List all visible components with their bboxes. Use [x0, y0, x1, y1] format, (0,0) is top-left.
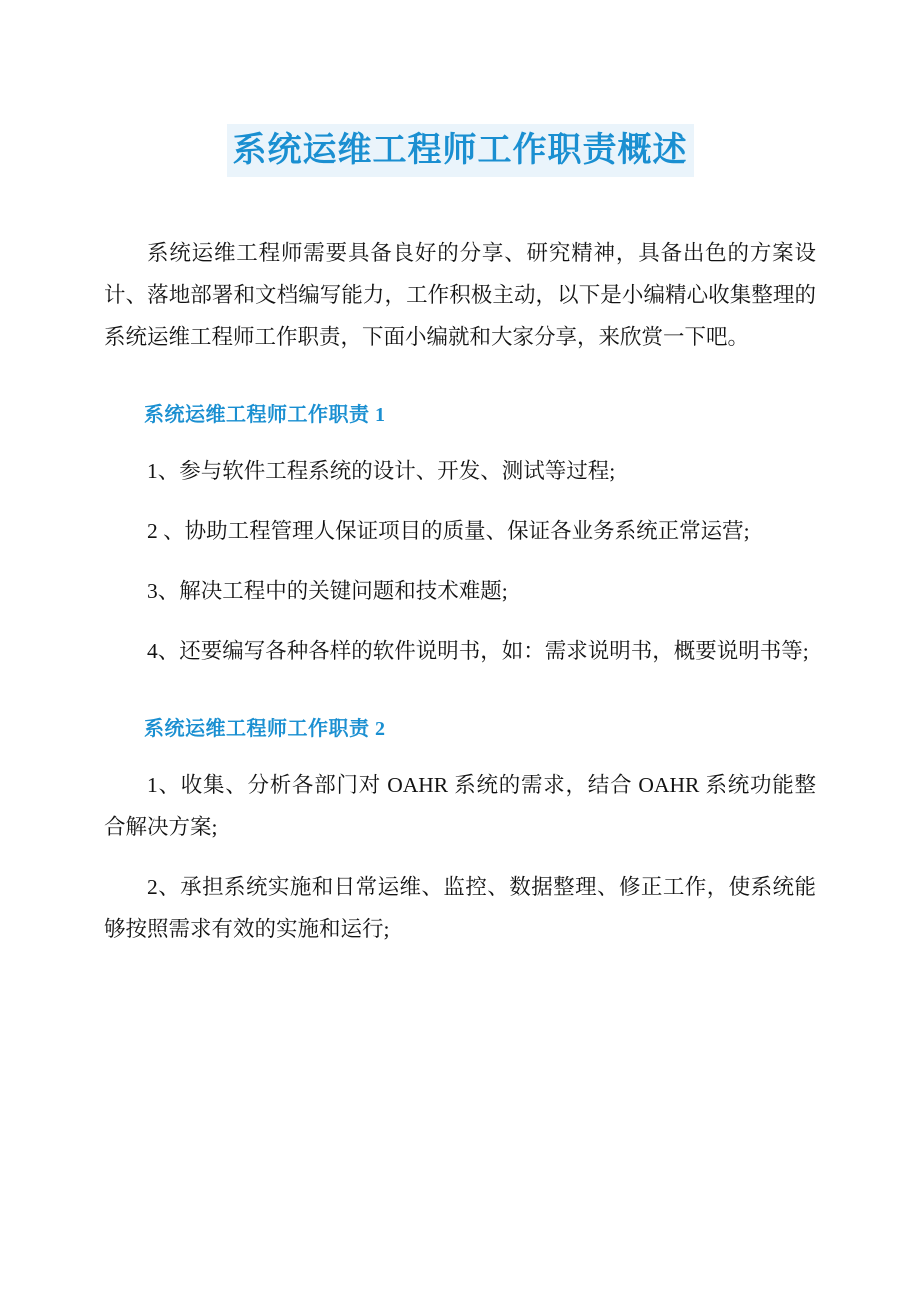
list-item: 2 、协助工程管理人保证项目的质量、保证各业务系统正常运营; — [147, 518, 750, 543]
list-item: 3、解决工程中的关键问题和技术难题; — [147, 578, 508, 603]
title-container — [104, 96, 816, 177]
section-1 — [104, 397, 816, 673]
list-item: 1、参与软件工程系统的设计、开发、测试等过程; — [147, 459, 616, 484]
list-item: 4、还要编写各种各样的软件说明书，如：需求说明书，概要说明书等; — [147, 638, 809, 663]
section-2 — [104, 711, 816, 951]
page-title: 系统运维工程师工作职责概述 — [227, 124, 694, 177]
section-heading-2: 系统运维工程师工作职责 2 — [144, 717, 386, 740]
intro-paragraph-container — [104, 233, 816, 359]
list-item: 2、承担系统实施和日常运维、监控、数据整理、修正工作，使系统能够按照需求有效的实施和运行; — [104, 874, 816, 941]
list-item: 1、收集、分析各部门对 OAHR 系统的需求，结合 OAHR 系统功能整合解决方案; — [104, 772, 816, 839]
intro-paragraph: 系统运维工程师需要具备良好的分享、研究精神，具备出色的方案设计、落地部署和文档编写能力，工作积极主动，以下是小编精心收集整理的系统运维工程师工作职责，下面小编就和大家分享，来欣赏一下吧。 — [104, 241, 816, 350]
section-heading-1: 系统运维工程师工作职责 1 — [144, 404, 386, 427]
